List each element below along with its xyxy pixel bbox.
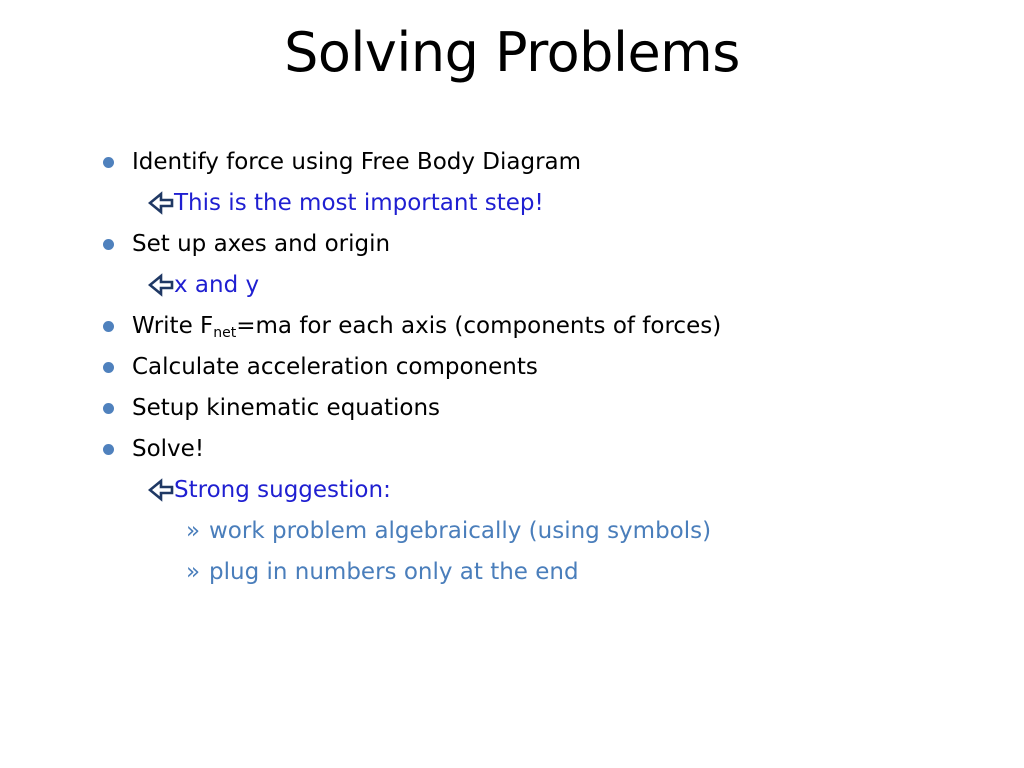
sub-item-strong-suggestion xyxy=(148,476,391,504)
bullet-dot-icon xyxy=(103,362,114,373)
bullet-dot-icon xyxy=(103,403,114,414)
fnet-suffix: =ma for each axis (components of forces) xyxy=(236,313,722,339)
bullet-dot-icon xyxy=(103,321,114,332)
sub-item-important-step xyxy=(148,189,544,217)
left-arrow-icon xyxy=(148,189,174,217)
raquo-marker: » xyxy=(186,559,201,585)
raquo-marker: » xyxy=(186,518,201,544)
sub-item-x-and-y xyxy=(148,271,259,299)
bullet-item-solve: Solve! xyxy=(132,436,205,462)
sub-item-text: Strong suggestion: xyxy=(174,477,391,503)
level3-item-algebraic xyxy=(186,517,711,545)
bullet-dot-icon xyxy=(103,157,114,168)
bullet-dot-icon xyxy=(103,444,114,455)
slide-title: Solving Problems xyxy=(284,21,740,84)
bullet-item-write-fnet xyxy=(132,312,721,340)
bullet-item-kinematic: Setup kinematic equations xyxy=(132,395,441,421)
fnet-prefix: Write F xyxy=(132,313,214,339)
level3-item-numbers-end xyxy=(186,558,579,586)
fnet-subscript: net xyxy=(213,325,237,341)
sub-item-text: x and y xyxy=(174,272,260,298)
level3-text: work problem algebraically (using symbols) xyxy=(209,518,712,544)
bullet-item-acceleration: Calculate acceleration components xyxy=(132,354,538,380)
bullet-item-axes: Set up axes and origin xyxy=(132,231,391,257)
left-arrow-icon xyxy=(148,271,174,299)
level3-text: plug in numbers only at the end xyxy=(209,559,579,585)
bullet-item-identify-force: Identify force using Free Body Diagram xyxy=(132,149,582,175)
left-arrow-icon xyxy=(148,476,174,504)
bullet-dot-icon xyxy=(103,239,114,250)
sub-item-text: This is the most important step! xyxy=(174,190,544,216)
